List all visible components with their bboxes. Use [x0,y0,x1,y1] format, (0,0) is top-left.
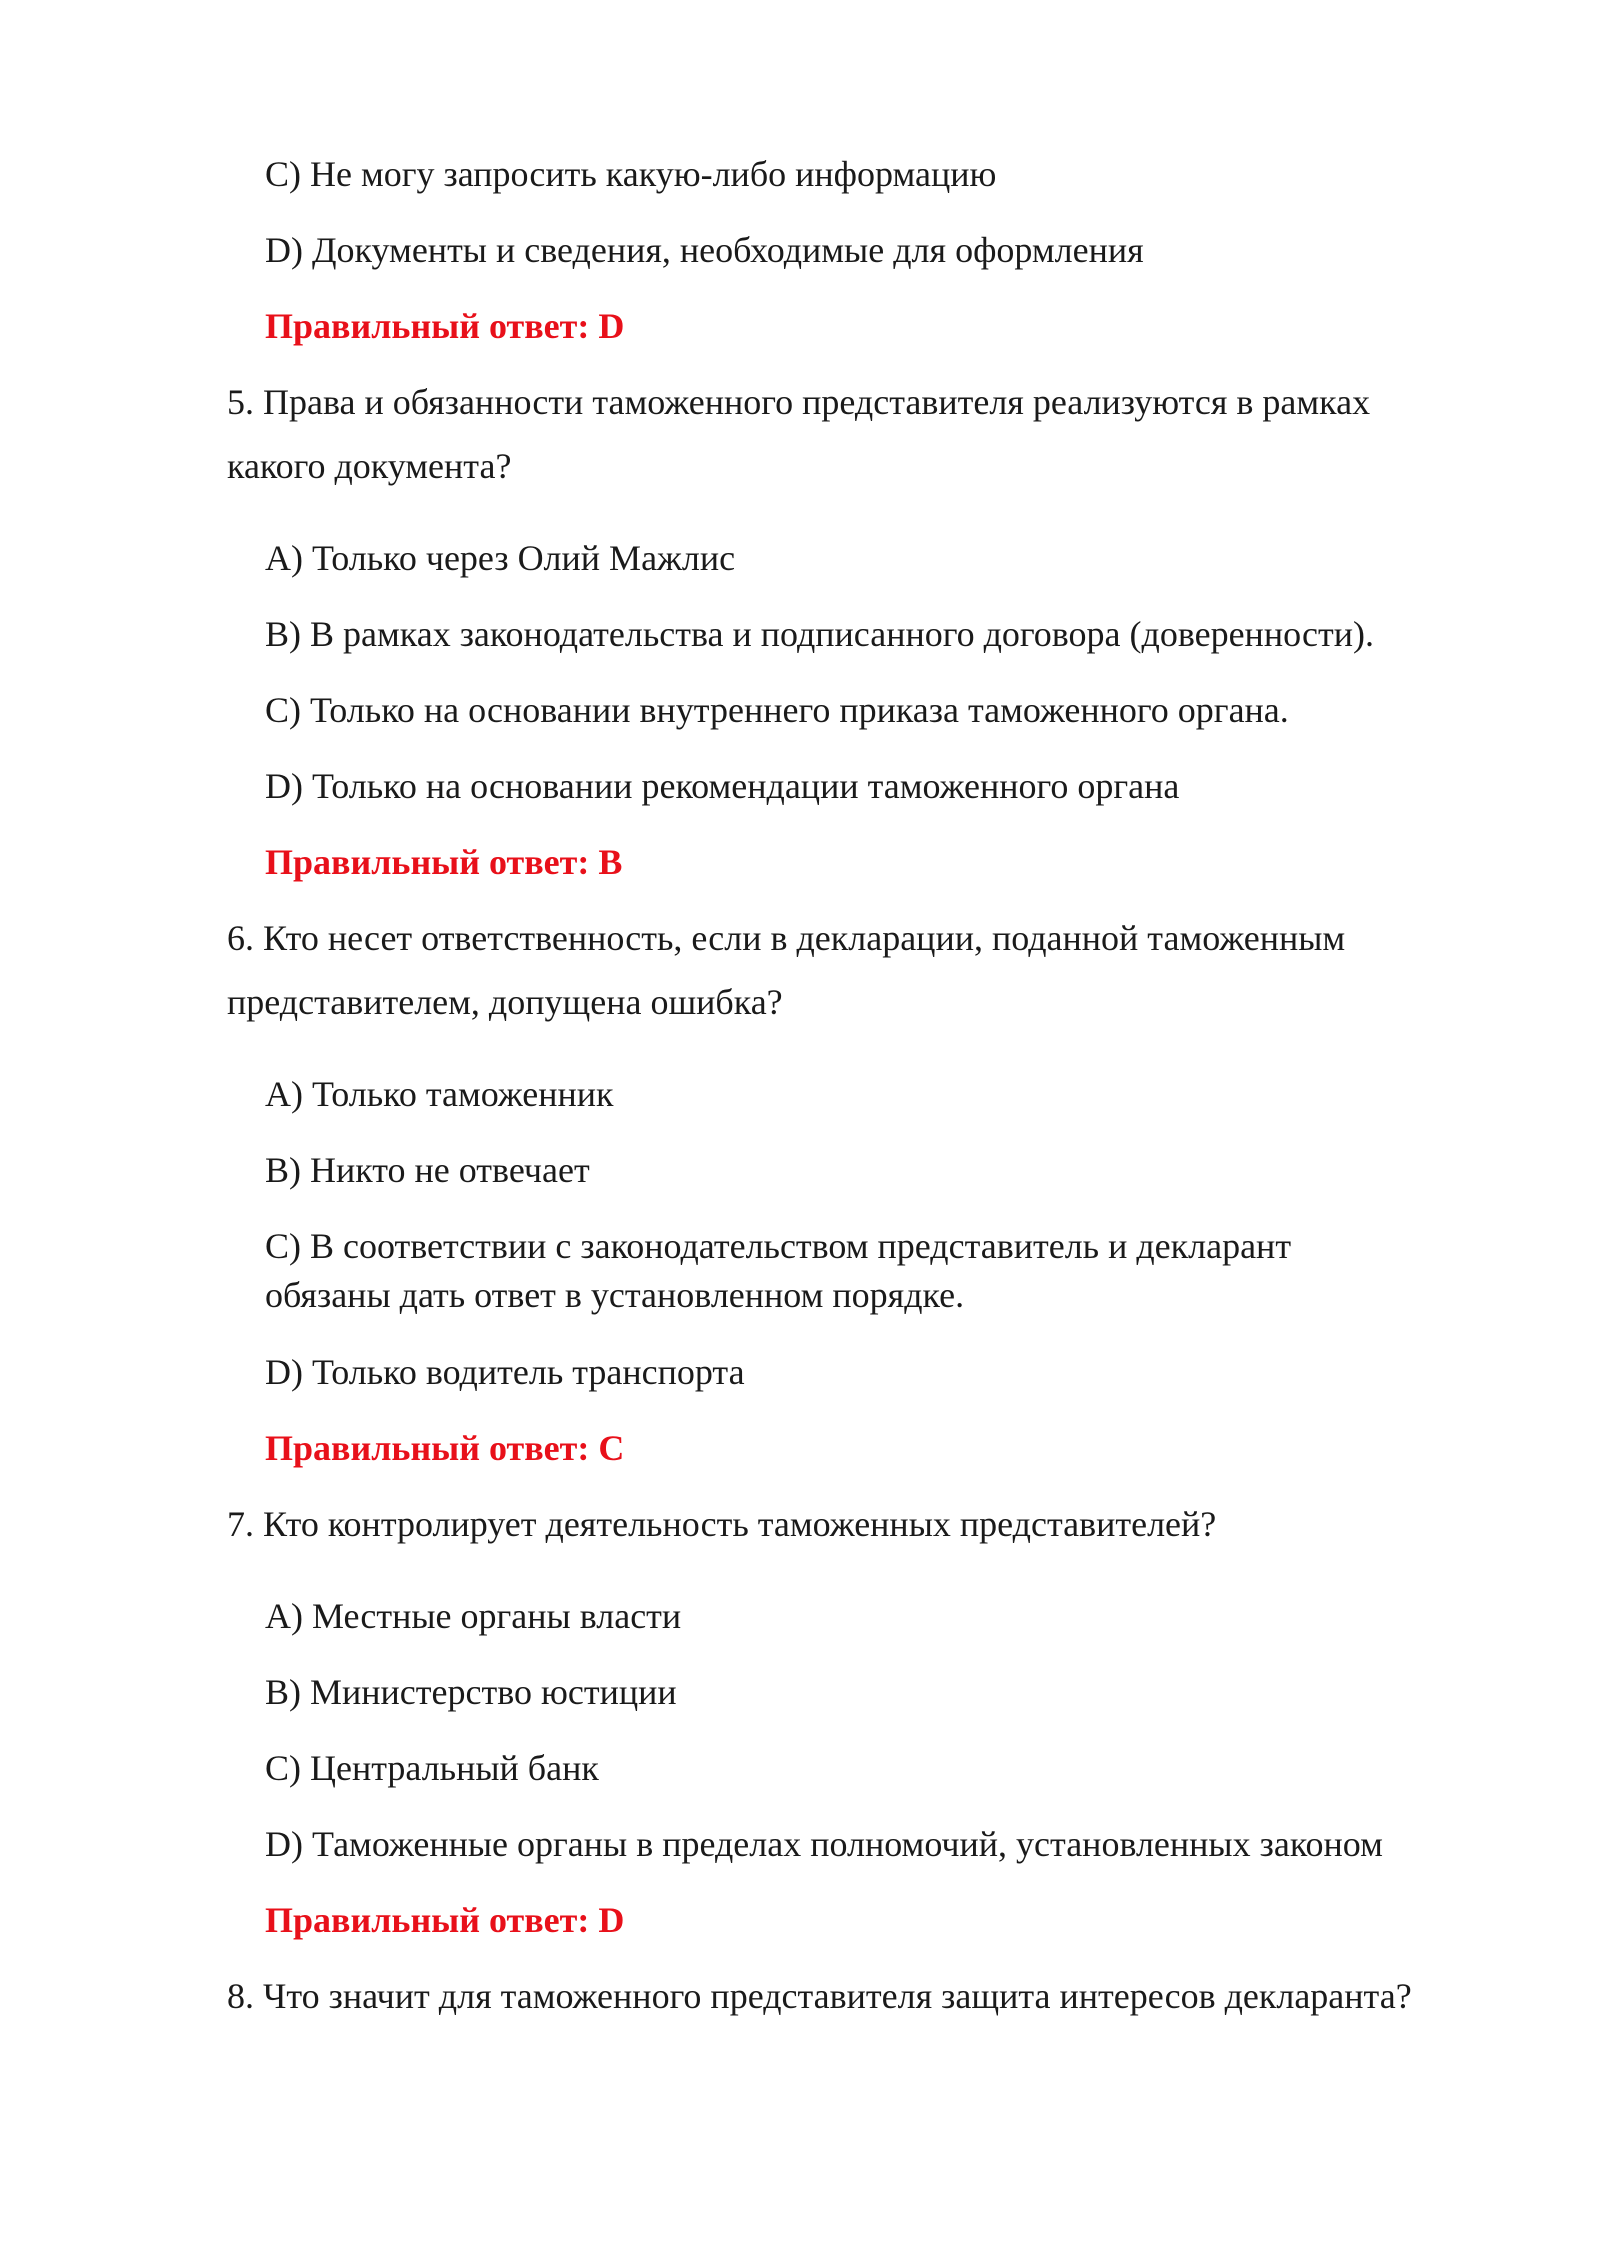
q5-correct-answer: Правильный ответ: B [265,842,623,882]
q7-option-a: A) Местные органы власти [265,1596,682,1636]
q5-option-a: A) Только через Олий Мажлис [265,538,736,578]
q7-option-b: B) Министерство юстиции [265,1672,677,1712]
q7-option-d: D) Таможенные органы в пределах полномочий, установленных законом [265,1824,1383,1864]
q5-option-c: C) Только на основании внутреннего приказа таможенного органа. [265,690,1289,730]
q6-option-c-line-1: C) В соответствии с законодательством представитель и декларант [265,1226,1292,1266]
q7-correct-answer: Правильный ответ: D [265,1900,625,1940]
q6-correct-answer: Правильный ответ: C [265,1428,625,1468]
q6-option-b: B) Никто не отвечает [265,1150,590,1190]
q5-option-d: D) Только на основании рекомендации таможенного органа [265,766,1180,806]
q5-question-line-2: какого документа? [227,446,512,486]
q4-option-d: D) Документы и сведения, необходимые для оформления [265,230,1144,270]
q4-option-c: C) Не могу запросить какую-либо информацию [265,154,997,194]
q4-correct-answer: Правильный ответ: D [265,306,625,346]
q5-option-b: B) В рамках законодательства и подписанного договора (доверенности). [265,614,1374,654]
q8-question-line-1: 8. Что значит для таможенного представителя защита интересов декларанта? [227,1976,1412,2016]
q6-option-c-line-2: обязаны дать ответ в установленном порядке. [265,1275,965,1315]
q7-option-c: C) Центральный банк [265,1748,599,1788]
q5-question-line-1: 5. Права и обязанности таможенного представителя реализуются в рамках [227,382,1371,422]
q6-question-line-2: представителем, допущена ошибка? [227,982,783,1022]
q6-option-d: D) Только водитель транспорта [265,1352,745,1392]
q7-question-line-1: 7. Кто контролирует деятельность таможенных представителей? [227,1504,1217,1544]
q6-question-line-1: 6. Кто несет ответственность, если в декларации, поданной таможенным [227,918,1346,958]
q6-option-a: A) Только таможенник [265,1074,614,1114]
